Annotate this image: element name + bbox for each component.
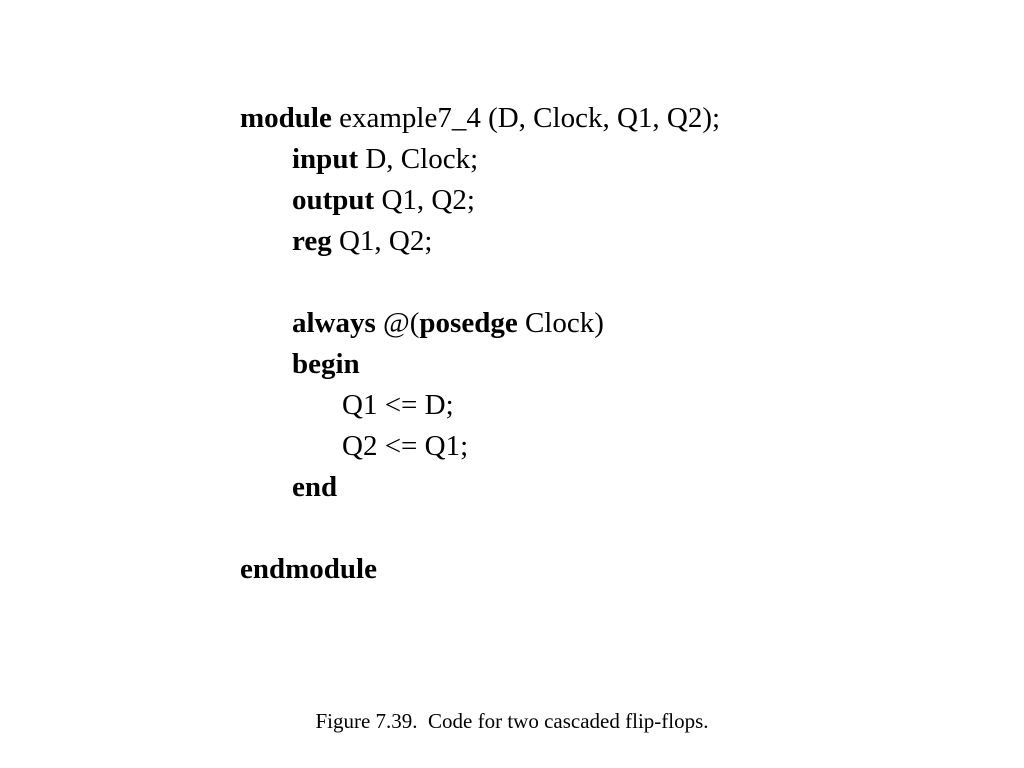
code-line-module-declaration [240,98,720,138]
keyword-posedge: posedge [419,307,518,339]
code-line-assign-q1 [342,385,454,425]
statement-q2: Q2 <= Q1; [342,430,469,462]
code-line-reg-declaration [292,221,432,261]
keyword-input: input [292,143,359,175]
code-line-input-declaration [292,139,478,179]
code-line-end [292,467,337,507]
keyword-end: end [292,471,338,503]
output-signals: Q1, Q2; [374,184,475,216]
statement-q1: Q1 <= D; [342,389,454,421]
keyword-module: module [240,102,332,134]
input-signals: D, Clock; [358,143,479,175]
code-line-endmodule [240,549,377,589]
keyword-output: output [292,184,375,216]
keyword-endmodule: endmodule [240,553,377,585]
code-line-begin [292,344,360,384]
sensitivity-signal: Clock) [517,307,604,339]
module-signature: example7_4 (D, Clock, Q1, Q2); [331,102,721,134]
code-line-output-declaration [292,180,475,220]
reg-signals: Q1, Q2; [331,225,433,257]
code-line-always-block [292,303,604,343]
keyword-begin: begin [292,348,360,380]
code-line-assign-q2 [342,426,468,466]
figure-caption: Figure 7.39. Code for two cascaded flip-flops. [315,709,709,733]
keyword-reg: reg [292,225,332,257]
sensitivity-open: @( [375,307,420,339]
keyword-always: always [292,307,376,339]
